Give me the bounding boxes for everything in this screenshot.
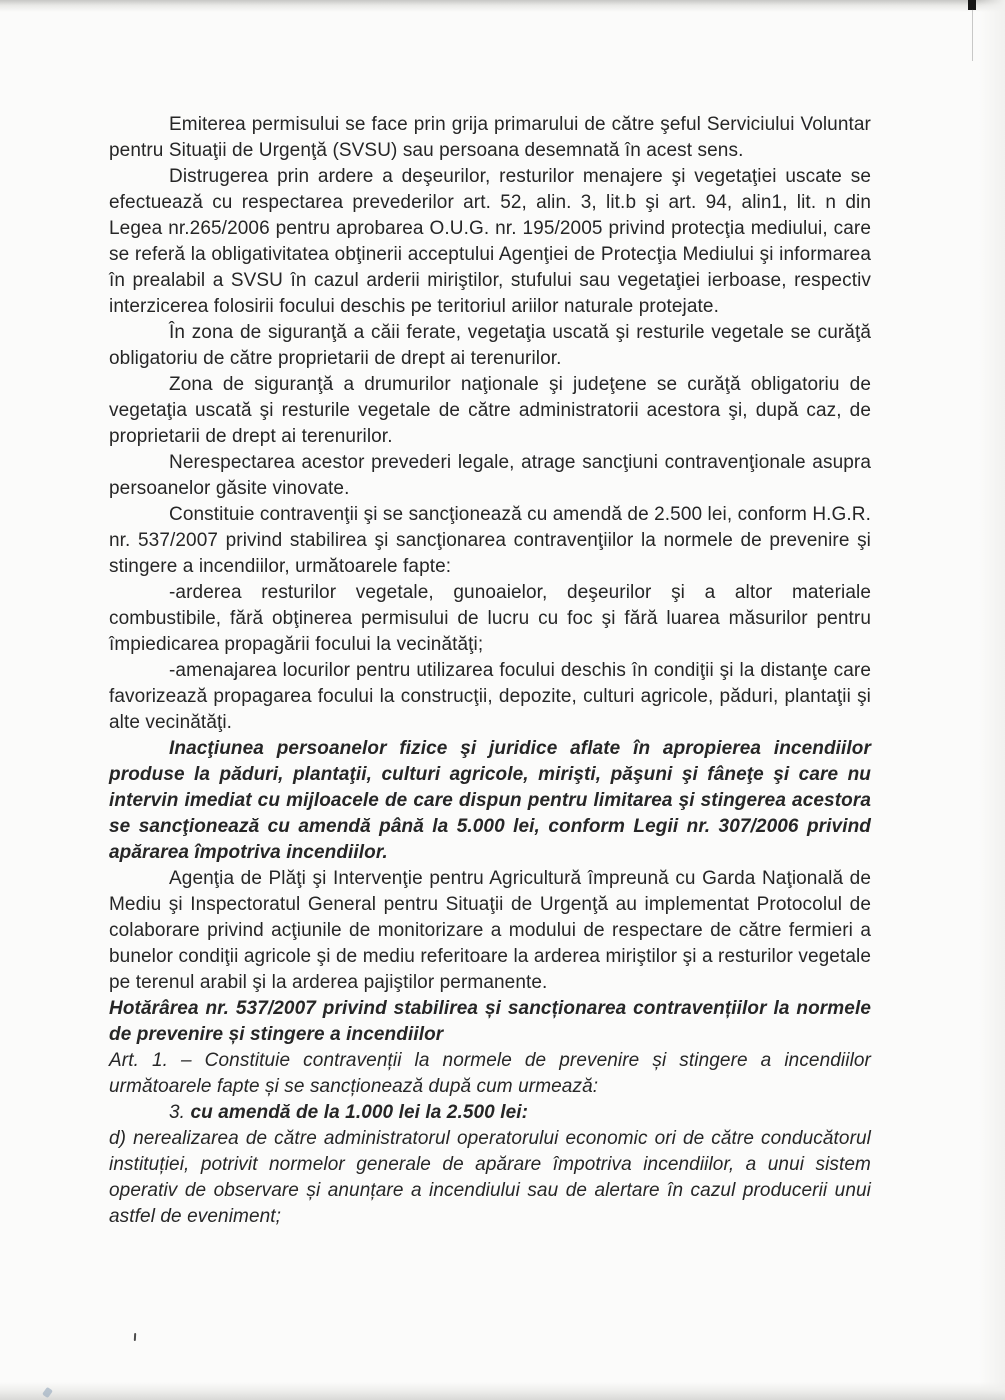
paragraph [109,1100,871,1126]
paragraph [109,580,871,658]
paragraph [109,736,871,866]
text-run: d) nerealizarea de către administratorul operatorului economic ori de către conducătorul instituției, potrivit normelor generale de apărare împotriva incendiilor, a unui sistem operativ de observare și anunțare a incendiului sau de alertare în cazul producerii unui astfel de eveniment; [109,1128,871,1227]
paragraph [109,112,871,164]
text-run: Nerespectarea acestor prevederi legale, atrage sancţiuni contravenţionale asupra persoanelor găsite vinovate. [109,452,871,499]
text-run: Emiterea permisului se face prin grija primarului de către şeful Serviciului Voluntar pentru Situaţii de Urgenţă (SVSU) sau persoana desemnată în acest sens. [109,114,871,161]
paragraph [109,1126,871,1230]
paragraph [109,450,871,502]
scan-fold-line [972,9,973,61]
text-run: Agenţia de Plăţi şi Intervenţie pentru Agricultură împreună cu Garda Naţională de Mediu şi Inspectoratul General pentru Situaţii de Urgenţă au implementat Protocolul de colaborare privind acţiunile de monitorizare a modului de respectare de către fermieri a bunelor condiţii agricole şi de mediu referitoare la arderea miriştilor şi a resturilor vegetale pe terenul arabil şi la arderea pajiştilor permanente. [109,868,871,993]
paragraph [109,320,871,372]
paragraph [109,1048,871,1100]
paragraph [109,502,871,580]
paragraph [109,372,871,450]
text-run: Art. 1. – Constituie contravenții la normele de prevenire și stingere a incendiilor următoarele fapte și se sancționează după cum urmează: [109,1050,871,1097]
paragraph [109,996,871,1048]
text-run: Constituie contravenţii şi se sancţionează cu amendă de 2.500 lei, conform H.G.R. nr. 537/2007 privind stabilirea şi sancţionarea contravenţiilor la normele de prevenire şi stingere a incendiilor, următoarele fapte: [109,504,871,577]
text-run: 3. [169,1102,191,1123]
text-run: Hotărârea nr. 537/2007 privind stabilirea și sancționarea contravențiilor la normele de prevenire și stingere a incendiilor [109,998,871,1045]
text-run: -arderea resturilor vegetale, gunoaielor, deşeurilor şi a altor materiale combustibile, fără obţinerea permisului de lucru cu foc şi fără luarea măsurilor pentru împiedicarea propagării focului la vecinătăţi; [109,582,871,655]
text-run: Inacţiunea persoanelor fizice şi juridice aflate în apropierea incendiilor produse la păduri, plantaţii, culturi agricole, mirişti, păşuni şi fâneţe şi care nu intervin imediat cu mijloacele de care dispun pentru limitarea şi stingerea acestora se sancţionează cu amendă până la 5.000 lei, conform Legii nr. 307/2006 privind apărarea împotriva incendiilor. [109,738,871,863]
text-run: cu amendă de la 1.000 lei la 2.500 lei: [190,1102,529,1123]
paragraph [109,866,871,996]
scan-edge-top [0,0,1005,12]
scan-edge-right [979,0,1005,1400]
text-run: -amenajarea locurilor pentru utilizarea focului deschis în condiţii şi la distanţe care favorizează propagarea focului la construcţii, depozite, culturi agricole, păduri, plantaţii şi alte vecinătăţi. [109,660,871,733]
scan-edge-bottom [0,1382,1005,1400]
paragraph [109,658,871,736]
paragraph [109,164,871,320]
text-run: Zona de siguranţă a drumurilor naţionale şi judeţene se curăţă obligatoriu de vegetaţia uscată şi resturile vegetale de către administratorii acestora şi, după caz, de proprietarii de drept ai terenurilor. [109,374,871,447]
stray-pen-mark [134,1333,136,1341]
text-run: În zona de siguranţă a căii ferate, vegetaţia uscată şi resturile vegetale se curăţă obligatoriu de către proprietarii de drept ai terenurilor. [109,322,871,369]
stray-corner-mark [42,1387,53,1398]
text-block [109,112,871,1230]
text-run: Distrugerea prin ardere a deşeurilor, resturilor menajere şi vegetaţiei uscate se efectuează cu respectarea prevederilor art. 52, alin. 3, lit.b şi art. 94, alin1, lit. n din Legea nr.265/2006 pentru aprobarea O.U.G. nr. 195/2005 privind protecţia mediului, care se referă la obligativitatea obţinerii acceptului Agenţiei de Protecţia Mediului şi informarea în prealabil a SVSU în cazul arderii miriştilor, stufului sau vegetaţiei ierboase, respectiv interzicerea folosirii focului deschis pe teritoriul ariilor naturale protejate. [109,166,871,317]
